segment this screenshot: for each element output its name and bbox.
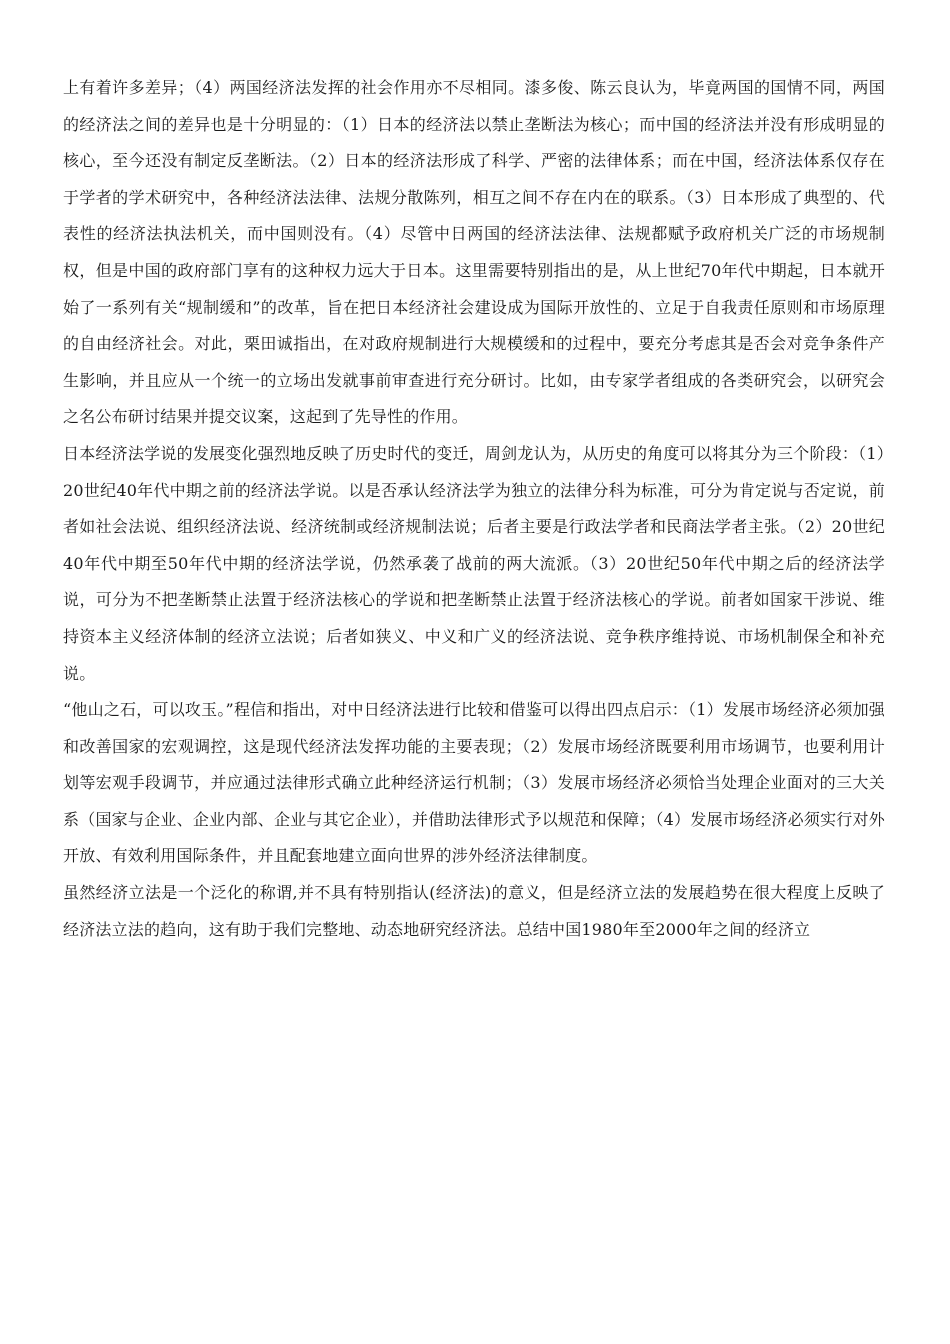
paragraph-japan-theory-stages: 日本经济法学说的发展变化强烈地反映了历史时代的变迁，周剑龙认为，从历史的角度可以将其分为三个阶段：（1）20世纪40年代中期之前的经济法学说。以是否承认经济法学为独立的法律分科为标准，可分为肯定说与否定说，前者如社会法说、组织经济法说、经济统制或经济规制法说；后者主要是行政法学者和民商法学者主张。（2）20世纪40年代中期至50年代中期的经济法学说，仍然承袭了战前的两大流派。（3）20世纪50年代中期之后的经济法学说，可分为不把垄断禁止法置于经济法核心的学说和把垄断禁止法置于经济法核心的学说。前者如国家干涉说、维持资本主义经济体制的经济立法说；后者如狭义、中义和广义的经济法说、竞争秩序维持说、市场机制保全和补充说。 [63,443,885,683]
document-body [63,70,885,948]
paragraph-four-insights: “他山之石，可以攻玉。”程信和指出，对中日经济法进行比较和借鉴可以得出四点启示：（1）发展市场经济必须加强和改善国家的宏观调控，这是现代经济法发挥功能的主要表现；（2）发展市场经济既要利用市场调节，也要利用计划等宏观手段调节，并应通过法律形式确立此种经济运行机制；（3）发展市场经济必须恰当处理企业面对的三大关系（国家与企业、企业内部、企业与其它企业），并借助法律形式予以规范和保障；（4）发展市场经济必须实行对外开放、有效利用国际条件，并且配套地建立面向世界的涉外经济法律制度。 [63,700,885,866]
paragraph-economic-legislation: 虽然经济立法是一个泛化的称谓,并不具有特别指认(经济法)的意义，但是经济立法的发展趋势在很大程度上反映了经济法立法的趋向，这有助于我们完整地、动态地研究经济法。总结中国1980年至2000年之间的经济立 [63,883,885,939]
paragraph-china-japan-differences: 上有着许多差异；（4）两国经济法发挥的社会作用亦不尽相同。漆多俊、陈云良认为，毕竟两国的国情不同，两国的经济法之间的差异也是十分明显的：（1）日本的经济法以禁止垄断法为核心；而中国的经济法并没有形成明显的核心，至今还没有制定反垄断法。（2）日本的经济法形成了科学、严密的法律体系；而在中国，经济法体系仅存在于学者的学术研究中，各种经济法法律、法规分散陈列，相互之间不存在内在的联系。（3）日本形成了典型的、代表性的经济法执法机关，而中国则没有。（4）尽管中日两国的经济法法律、法规都赋予政府机关广泛的市场规制权，但是中国的政府部门享有的这种权力远大于日本。这里需要特别指出的是，从上世纪70年代中期起，日本就开始了一系列有关“规制缓和”的改革，旨在把日本经济社会建设成为国际开放性的、立足于自我责任原则和市场原理的自由经济社会。对此，栗田诚指出，在对政府规制进行大规模缓和的过程中，要充分考虑其是否会对竞争条件产生影响，并且应从一个统一的立场出发就事前审查进行充分研讨。比如，由专家学者组成的各类研究会，以研究会之名公布研讨结果并提交议案，这起到了先导性的作用。 [63,78,885,427]
